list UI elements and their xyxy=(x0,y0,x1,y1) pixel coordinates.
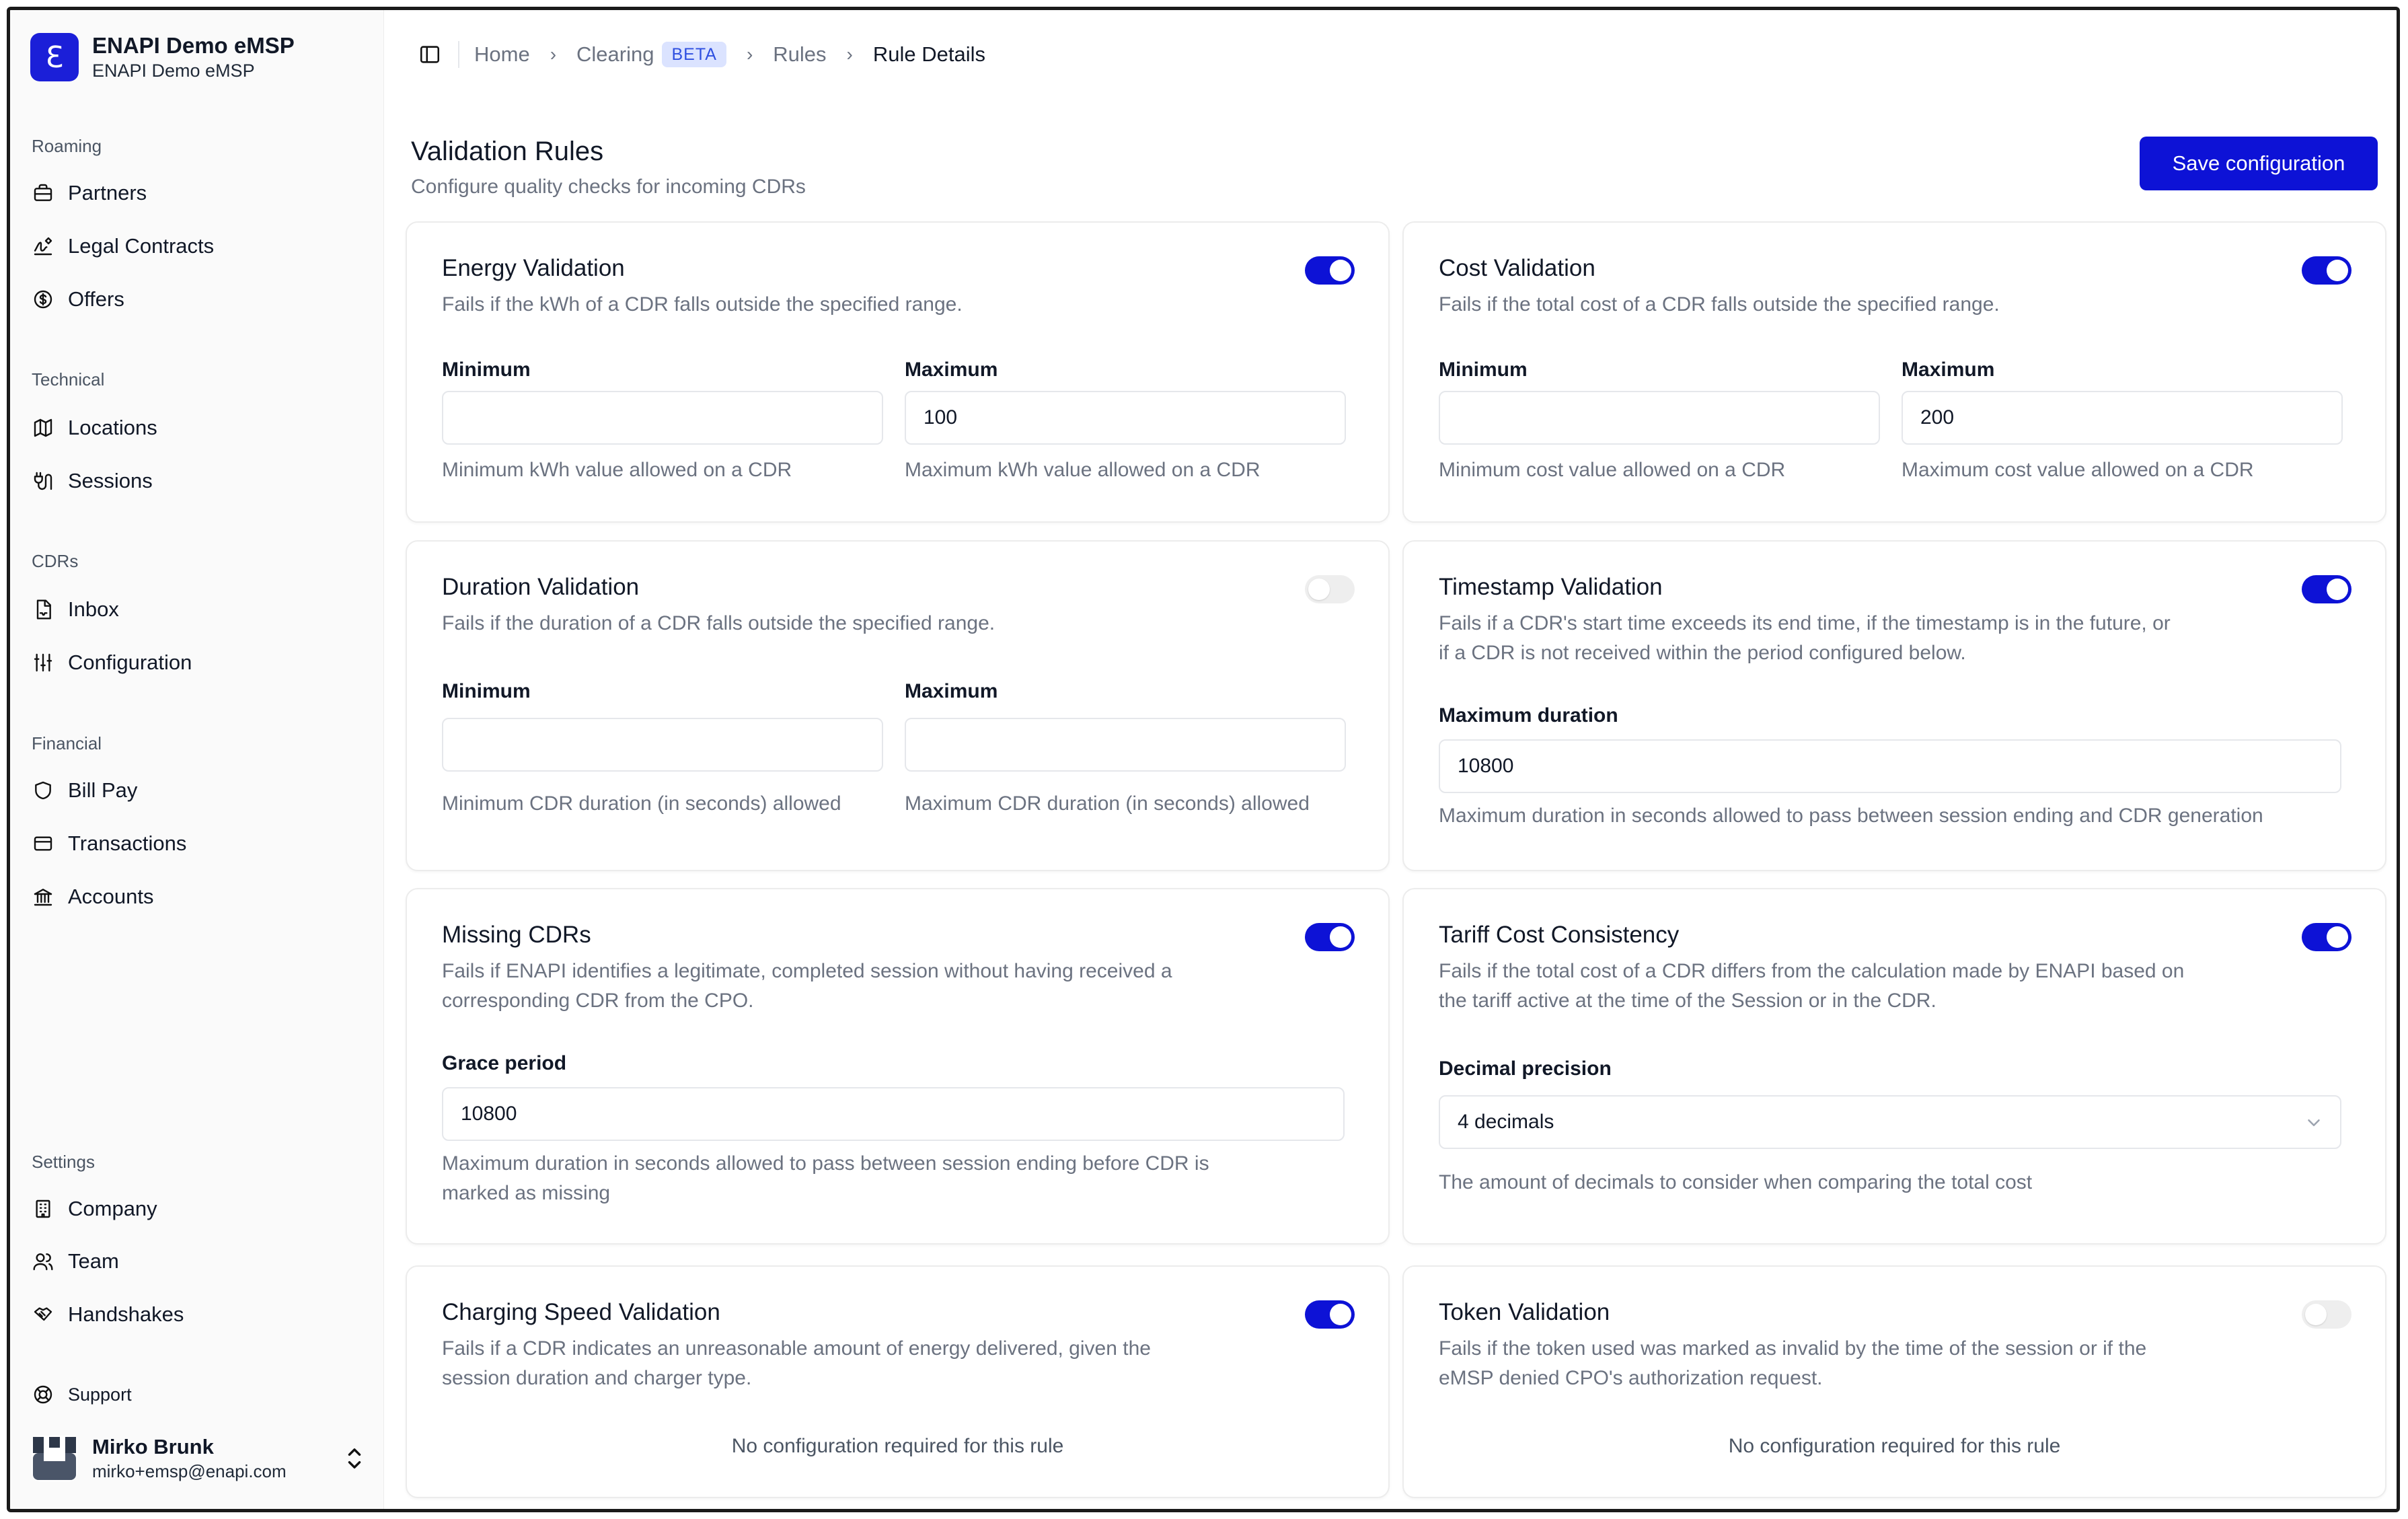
sidebar-item-label: Transactions xyxy=(68,831,187,855)
building-icon xyxy=(32,1197,54,1220)
sidebar-item-label: Partners xyxy=(68,181,147,205)
sidebar-item-label: Configuration xyxy=(68,651,192,674)
sidebar-item-label: Support xyxy=(68,1384,132,1405)
min-label: Minimum xyxy=(442,359,531,381)
field-label: Maximum duration xyxy=(1439,704,1618,727)
rule-card-tariff-cost xyxy=(1402,888,2386,1245)
rule-card-cost xyxy=(1402,221,2386,523)
sidebar-item-accounts[interactable] xyxy=(32,877,361,917)
field-label: Decimal precision xyxy=(1439,1058,1612,1080)
rule-card-token xyxy=(1402,1265,2386,1498)
rule-description-line: eMSP denied CPO's authorization request. xyxy=(1439,1367,1823,1389)
page-title: Validation Rules xyxy=(411,137,604,166)
max-help: Maximum CDR duration (in seconds) allowed xyxy=(905,792,1310,815)
max-label: Maximum xyxy=(1902,359,1995,381)
breadcrumb xyxy=(474,40,985,69)
rule-description: Fails if the kWh of a CDR falls outside the specified range. xyxy=(442,293,963,316)
rule-description-line: Fails if ENAPI identifies a legitimate, completed session without having received a xyxy=(442,960,1172,982)
rule-toggle[interactable] xyxy=(2302,575,2351,603)
rule-toggle[interactable] xyxy=(1305,256,1355,285)
page-subtitle: Configure quality checks for incoming CDRs xyxy=(411,176,806,198)
rule-description xyxy=(442,1334,1330,1393)
max-input[interactable] xyxy=(905,718,1346,772)
sidebar-item-label: Offers xyxy=(68,287,124,311)
rule-description-line: Fails if the token used was marked as invalid by the time of the session or if the xyxy=(1439,1337,2147,1360)
max-duration-input[interactable] xyxy=(1439,739,2341,793)
rule-description-line: if a CDR is not received within the period configured below. xyxy=(1439,642,1966,664)
field-help-line: Maximum duration in seconds allowed to pass between session ending before CDR is xyxy=(442,1152,1209,1175)
rule-description-line: Fails if a CDR indicates an unreasonable amount of energy delivered, given the xyxy=(442,1337,1151,1360)
sidebar-item-bill-pay[interactable] xyxy=(32,770,361,811)
org-logo: Ɛ xyxy=(30,33,79,81)
handshake-icon xyxy=(32,1303,54,1326)
chevron-right-icon: › xyxy=(846,44,853,65)
sidebar-item-team[interactable] xyxy=(32,1241,361,1282)
rule-description-line: Fails if the total cost of a CDR differs from the calculation made by ENAPI based on xyxy=(1439,960,2185,982)
sidebar-item-label: Company xyxy=(68,1197,157,1220)
org-name: ENAPI Demo eMSP xyxy=(92,33,295,58)
sidebar-toggle-icon[interactable] xyxy=(415,40,445,69)
field-label: Grace period xyxy=(442,1052,567,1074)
sidebar-item-label: Locations xyxy=(68,416,157,439)
save-configuration-button[interactable]: Save configuration xyxy=(2140,137,2378,190)
breadcrumb-clearing[interactable]: Clearing xyxy=(576,42,654,66)
beta-badge: BETA xyxy=(662,42,726,67)
user-name: Mirko Brunk xyxy=(92,1435,214,1458)
sidebar xyxy=(10,10,384,1509)
max-label: Maximum xyxy=(905,359,998,381)
sliders-icon xyxy=(32,651,54,674)
rule-description-line: session duration and charger type. xyxy=(442,1367,752,1389)
charging-plug-icon xyxy=(32,470,54,492)
sidebar-item-locations[interactable] xyxy=(32,408,361,448)
rule-description-line: the tariff active at the time of the Session or in the CDR. xyxy=(1439,990,1936,1012)
sidebar-item-legal-contracts[interactable] xyxy=(32,226,361,266)
rule-title: Energy Validation xyxy=(442,255,625,281)
sidebar-item-offers[interactable] xyxy=(32,279,361,320)
sidebar-item-label: Handshakes xyxy=(68,1302,184,1326)
sidebar-item-sessions[interactable] xyxy=(32,461,361,501)
rule-description xyxy=(1439,957,2327,1016)
sidebar-item-label: Accounts xyxy=(68,885,154,908)
nav-group-cdrs: CDRs xyxy=(32,551,79,571)
rule-toggle[interactable] xyxy=(2302,923,2351,951)
rule-card-duration xyxy=(406,540,1390,871)
sidebar-item-transactions[interactable] xyxy=(32,823,361,864)
decimal-precision-select[interactable] xyxy=(1439,1095,2341,1149)
rule-description-line: Fails if a CDR's start time exceeds its end time, if the timestamp is in the future, or xyxy=(1439,612,2171,634)
min-label: Minimum xyxy=(1439,359,1528,381)
rule-title: Timestamp Validation xyxy=(1439,574,1663,600)
min-help: Minimum cost value allowed on a CDR xyxy=(1439,459,1786,481)
rule-title: Cost Validation xyxy=(1439,255,1595,281)
min-label: Minimum xyxy=(442,680,531,702)
shield-icon xyxy=(32,779,54,802)
sidebar-item-configuration[interactable] xyxy=(32,642,361,683)
sidebar-item-inbox[interactable] xyxy=(32,589,361,630)
rule-description: Fails if the total cost of a CDR falls outside the specified range. xyxy=(1439,293,2000,316)
grace-period-input[interactable] xyxy=(442,1087,1345,1141)
rule-description xyxy=(442,957,1330,1016)
field-help xyxy=(442,1149,1209,1208)
rule-description: Fails if the duration of a CDR falls outside the specified range. xyxy=(442,612,995,634)
sidebar-item-label: Legal Contracts xyxy=(68,234,215,258)
no-configuration-note: No configuration required for this rule xyxy=(1728,1435,2061,1457)
top-bar xyxy=(384,10,2397,111)
max-help: Maximum kWh value allowed on a CDR xyxy=(905,459,1261,481)
divider xyxy=(458,41,459,68)
rule-title: Token Validation xyxy=(1439,1299,1610,1325)
field-help: Maximum duration in seconds allowed to pass between session ending and CDR generation xyxy=(1439,805,2263,827)
min-input[interactable] xyxy=(442,718,883,772)
nav-group-financial: Financial xyxy=(32,733,102,753)
map-icon xyxy=(32,416,54,439)
rule-description xyxy=(1439,1334,2327,1393)
user-email: mirko+emsp@enapi.com xyxy=(92,1461,287,1481)
sidebar-item-support[interactable] xyxy=(32,1374,361,1415)
sidebar-item-company[interactable] xyxy=(32,1189,361,1229)
field-help: The amount of decimals to consider when comparing the total cost xyxy=(1439,1171,2033,1193)
dollar-circle-icon xyxy=(32,288,54,311)
rule-title: Missing CDRs xyxy=(442,922,591,948)
users-icon xyxy=(32,1250,54,1273)
rule-card-missing-cdrs xyxy=(406,888,1390,1245)
rule-description xyxy=(1439,609,2327,668)
breadcrumb-rules[interactable]: Rules xyxy=(773,42,827,66)
sidebar-item-partners[interactable] xyxy=(32,173,361,213)
rule-card-energy xyxy=(406,221,1390,523)
user-menu[interactable] xyxy=(32,1428,368,1489)
sidebar-item-label: Inbox xyxy=(68,597,119,621)
chevron-down-icon xyxy=(2304,1113,2324,1133)
breadcrumb-current: Rule Details xyxy=(872,42,985,66)
max-label: Maximum xyxy=(905,680,998,702)
credit-card-icon xyxy=(32,832,54,855)
max-input[interactable] xyxy=(1902,391,2343,445)
field-help-line: marked as missing xyxy=(442,1182,611,1204)
rule-toggle[interactable] xyxy=(2302,1300,2351,1329)
rule-toggle[interactable] xyxy=(2302,256,2351,285)
no-configuration-note: No configuration required for this rule xyxy=(731,1435,1064,1457)
min-input[interactable] xyxy=(1439,391,1880,445)
rule-toggle[interactable] xyxy=(1305,1300,1355,1329)
sidebar-item-label: Bill Pay xyxy=(68,778,138,802)
chevron-right-icon: › xyxy=(746,44,753,65)
rule-title: Charging Speed Validation xyxy=(442,1299,720,1325)
rule-title: Duration Validation xyxy=(442,574,640,600)
bank-icon xyxy=(32,885,54,908)
rule-description-line: corresponding CDR from the CPO. xyxy=(442,990,754,1012)
chevron-up-down-icon[interactable] xyxy=(341,1445,368,1472)
nav-group-settings: Settings xyxy=(32,1152,95,1172)
max-input[interactable] xyxy=(905,391,1346,445)
lifebuoy-icon xyxy=(32,1383,54,1406)
org-switcher[interactable] xyxy=(30,30,295,84)
min-help: Minimum CDR duration (in seconds) allowed xyxy=(442,792,841,815)
chevron-right-icon: › xyxy=(550,44,557,65)
nav-group-technical: Technical xyxy=(32,369,105,390)
max-help: Maximum cost value allowed on a CDR xyxy=(1902,459,2254,481)
breadcrumb-home[interactable]: Home xyxy=(474,42,530,66)
sidebar-item-label: Team xyxy=(68,1249,119,1273)
org-subtitle: ENAPI Demo eMSP xyxy=(92,61,255,81)
sidebar-item-label: Sessions xyxy=(68,469,153,492)
nav-group-roaming: Roaming xyxy=(32,136,102,156)
signature-icon xyxy=(32,235,54,258)
select-value: 4 decimals xyxy=(1458,1111,1554,1133)
rule-card-charging-speed xyxy=(406,1265,1390,1498)
file-inbox-icon xyxy=(32,598,54,621)
rule-toggle[interactable] xyxy=(1305,923,1355,951)
briefcase-icon xyxy=(32,182,54,205)
sidebar-item-handshakes[interactable] xyxy=(32,1294,361,1335)
min-help: Minimum kWh value allowed on a CDR xyxy=(442,459,792,481)
rule-title: Tariff Cost Consistency xyxy=(1439,922,1680,948)
app-window xyxy=(7,7,2400,1512)
rule-toggle[interactable] xyxy=(1305,575,1355,603)
avatar xyxy=(32,1436,77,1481)
min-input[interactable] xyxy=(442,391,883,445)
rule-card-timestamp xyxy=(1402,540,2386,871)
